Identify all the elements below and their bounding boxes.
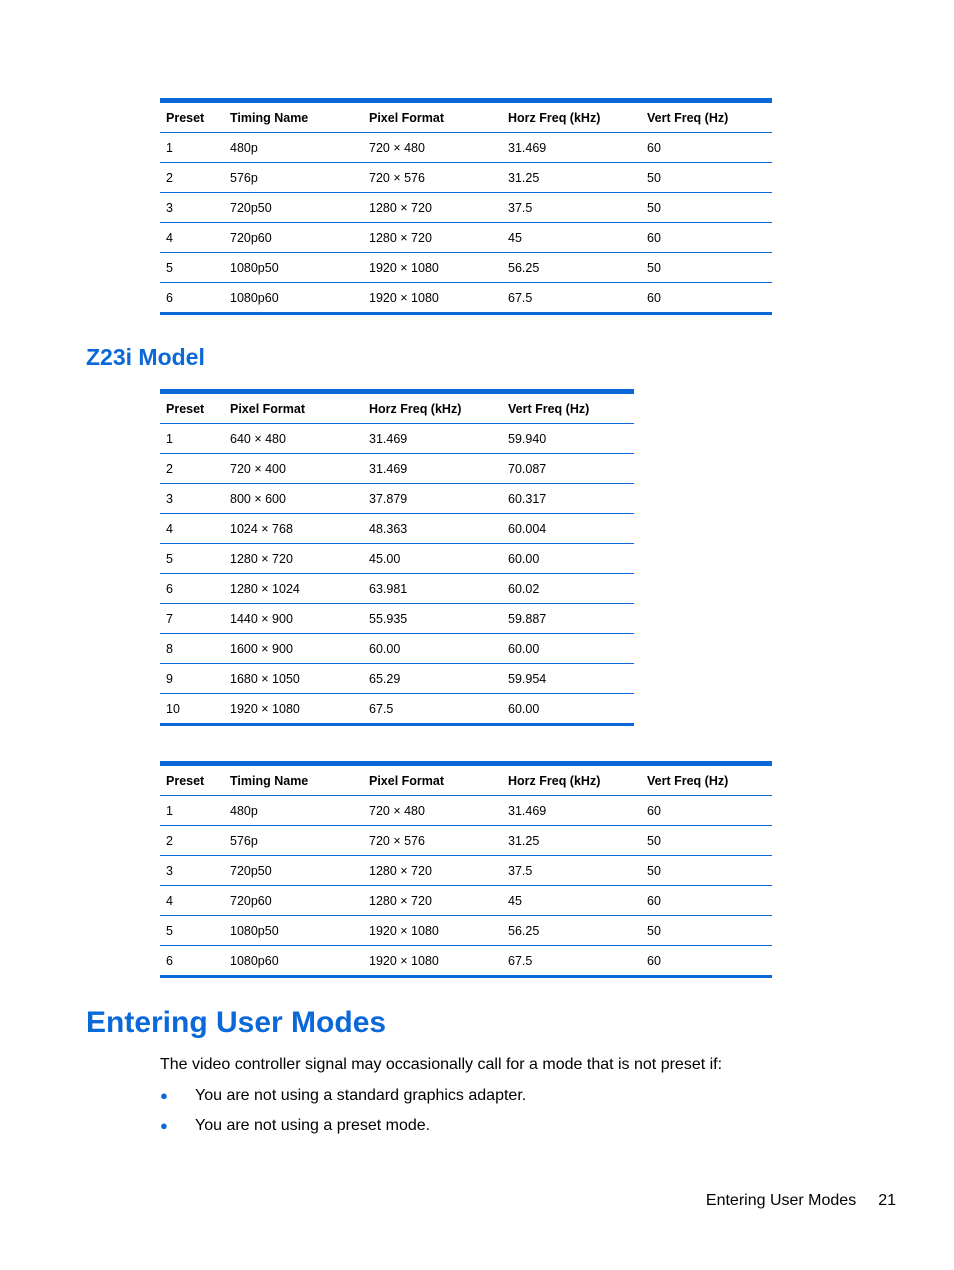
table-row — [160, 886, 772, 916]
table-row — [160, 694, 634, 725]
table-row — [160, 604, 634, 634]
table-cell: 63.981 — [363, 574, 502, 604]
table-cell: 56.25 — [502, 253, 641, 283]
table-row — [160, 133, 772, 163]
table-row — [160, 193, 772, 223]
table-cell: 576p — [224, 826, 363, 856]
table-cell: 4 — [160, 223, 224, 253]
table-cell: 59.887 — [502, 604, 634, 634]
bullet-item — [160, 1087, 526, 1105]
column-header: Timing Name — [224, 764, 363, 796]
table-header-row — [160, 392, 634, 424]
section-heading: Entering User Modes — [86, 1006, 387, 1039]
table-row — [160, 424, 634, 454]
table-cell: 5 — [160, 916, 224, 946]
table-cell: 6 — [166, 290, 173, 305]
table-cell: 59.954 — [502, 664, 634, 694]
table-cell: 67.5 — [508, 290, 533, 305]
table-cell: 70.087 — [502, 454, 634, 484]
table-cell: 9 — [160, 664, 224, 694]
table-cell: 480p — [224, 133, 363, 163]
column-header: Pixel Format — [363, 764, 502, 796]
table-cell: 1280 × 720 — [363, 886, 502, 916]
table-cell: 55.935 — [363, 604, 502, 634]
table-cell: 56.25 — [502, 916, 641, 946]
intro-paragraph: The video controller signal may occasionally call for a mode that is not preset if: — [160, 1056, 723, 1073]
table-cell: 60 — [641, 223, 772, 253]
table-cell: 50 — [641, 826, 772, 856]
table-row — [160, 946, 772, 977]
table-cell: 1600 × 900 — [224, 634, 363, 664]
page-footer — [706, 1192, 896, 1210]
table-cell: 1080p60 — [230, 953, 279, 968]
bullet-text: You are not using a preset mode. — [195, 1117, 431, 1134]
bullet-icon: ● — [160, 1118, 168, 1133]
table-cell: 720 × 480 — [363, 796, 502, 826]
preset-timing-table — [160, 98, 772, 315]
table-cell: 480p — [224, 796, 363, 826]
table-cell: 4 — [160, 886, 224, 916]
column-header: Vert Freq (Hz) — [502, 392, 634, 424]
table-cell: 1280 × 1024 — [224, 574, 363, 604]
table-cell: 6 — [160, 574, 224, 604]
table-cell: 50 — [641, 253, 772, 283]
column-header: Horz Freq (kHz) — [502, 101, 641, 133]
table-cell: 60.004 — [502, 514, 634, 544]
table-cell: 31.469 — [363, 454, 502, 484]
table-cell: 5 — [160, 253, 224, 283]
table-cell: 3 — [160, 856, 224, 886]
table-cell: 640 × 480 — [224, 424, 363, 454]
column-header: Vert Freq (Hz) — [641, 764, 772, 796]
table-cell: 720 × 576 — [363, 163, 502, 193]
table-cell: 1280 × 720 — [363, 193, 502, 223]
table-cell: 48.363 — [363, 514, 502, 544]
footer-section-label: Entering User Modes — [705, 1192, 857, 1209]
table-row — [160, 664, 634, 694]
column-header: Preset — [160, 101, 224, 133]
column-header: Vert Freq (Hz) — [641, 101, 772, 133]
table-cell: 1920 × 1080 — [363, 253, 502, 283]
table-cell: 720 × 576 — [363, 826, 502, 856]
table-cell: 50 — [641, 916, 772, 946]
table-cell: 4 — [160, 514, 224, 544]
table-cell: 37.5 — [502, 856, 641, 886]
table-cell: 2 — [160, 454, 224, 484]
table-row — [160, 454, 634, 484]
column-header: Timing Name — [224, 101, 363, 133]
table-cell: 6 — [166, 953, 173, 968]
table-cell: 67.5 — [508, 953, 533, 968]
table-cell: 50 — [641, 856, 772, 886]
table-cell: 3 — [160, 193, 224, 223]
table-cell: 50 — [641, 193, 772, 223]
table-cell: 37.5 — [502, 193, 641, 223]
table-cell: 2 — [160, 163, 224, 193]
z23i-timing-table — [160, 389, 634, 726]
table-cell: 59.940 — [502, 424, 634, 454]
bullet-icon: ● — [160, 1088, 168, 1103]
table-cell: 800 × 600 — [224, 484, 363, 514]
table-cell: 2 — [160, 826, 224, 856]
table-cell: 720 × 400 — [224, 454, 363, 484]
column-header: Preset — [160, 764, 224, 796]
table-cell: 1024 × 768 — [224, 514, 363, 544]
table-cell: 60.00 — [502, 634, 634, 664]
page-number: 21 — [878, 1192, 896, 1209]
table-cell: 1920 × 1080 — [369, 953, 439, 968]
table-cell: 720p60 — [224, 886, 363, 916]
table-cell: 1080p50 — [224, 253, 363, 283]
bullet-text: You are not using a standard graphics adapter. — [195, 1087, 527, 1104]
table-cell: 720p60 — [224, 223, 363, 253]
table-cell: 5 — [160, 544, 224, 574]
table-cell: 720p50 — [224, 193, 363, 223]
z23i-model-heading: Z23i Model — [86, 344, 205, 370]
table-cell: 1 — [160, 796, 224, 826]
table-cell: 60 — [641, 133, 772, 163]
table-row — [160, 634, 634, 664]
table-cell: 8 — [160, 634, 224, 664]
table-cell: 45 — [502, 223, 641, 253]
table-cell: 50 — [641, 163, 772, 193]
table-cell: 60.317 — [502, 484, 634, 514]
table-cell: 10 — [166, 701, 180, 716]
table-cell: 60.00 — [502, 544, 634, 574]
table-header-row — [160, 764, 772, 796]
table-row — [160, 826, 772, 856]
table-cell: 67.5 — [369, 701, 394, 716]
table-cell: 60 — [647, 290, 661, 305]
table-cell: 65.29 — [363, 664, 502, 694]
table-cell: 7 — [160, 604, 224, 634]
table-row — [160, 916, 772, 946]
table-cell: 31.25 — [502, 163, 641, 193]
table-row — [160, 223, 772, 253]
table-cell: 45 — [502, 886, 641, 916]
table-row — [160, 856, 772, 886]
table-cell: 1 — [160, 133, 224, 163]
table-cell: 60 — [647, 953, 661, 968]
table-cell: 3 — [160, 484, 224, 514]
table-cell: 1920 × 1080 — [230, 701, 300, 716]
table-cell: 60 — [641, 796, 772, 826]
table-row — [160, 574, 634, 604]
table-cell: 1920 × 1080 — [363, 916, 502, 946]
table-cell: 1080p60 — [230, 290, 279, 305]
table-cell: 576p — [224, 163, 363, 193]
table-header-row — [160, 101, 772, 133]
table-cell: 31.469 — [502, 796, 641, 826]
table-cell: 60.02 — [502, 574, 634, 604]
table-cell: 1080p50 — [224, 916, 363, 946]
table-cell: 720p50 — [224, 856, 363, 886]
table-row — [160, 484, 634, 514]
table-cell: 720 × 480 — [363, 133, 502, 163]
table-cell: 31.469 — [363, 424, 502, 454]
table-cell: 60.00 — [363, 634, 502, 664]
table-cell: 1280 × 720 — [363, 856, 502, 886]
table-cell: 1920 × 1080 — [369, 290, 439, 305]
table-cell: 1280 × 720 — [224, 544, 363, 574]
table-row — [160, 283, 772, 314]
table-cell: 1440 × 900 — [224, 604, 363, 634]
table-row — [160, 253, 772, 283]
table-row — [160, 163, 772, 193]
table-cell: 31.25 — [502, 826, 641, 856]
table-cell: 31.469 — [502, 133, 641, 163]
table-cell: 1280 × 720 — [363, 223, 502, 253]
table-cell: 1680 × 1050 — [224, 664, 363, 694]
column-header: Horz Freq (kHz) — [502, 764, 641, 796]
table-cell: 60.00 — [508, 701, 540, 716]
table-row — [160, 514, 634, 544]
bullet-item — [160, 1117, 430, 1135]
table-cell: 37.879 — [363, 484, 502, 514]
table-cell: 1 — [160, 424, 224, 454]
column-header: Pixel Format — [224, 392, 363, 424]
column-header: Preset — [160, 392, 224, 424]
table-row — [160, 544, 634, 574]
column-header: Horz Freq (kHz) — [363, 392, 502, 424]
z23i-preset-timing-table — [160, 761, 772, 978]
table-cell: 45.00 — [363, 544, 502, 574]
column-header: Pixel Format — [363, 101, 502, 133]
table-row — [160, 796, 772, 826]
table-cell: 60 — [641, 886, 772, 916]
